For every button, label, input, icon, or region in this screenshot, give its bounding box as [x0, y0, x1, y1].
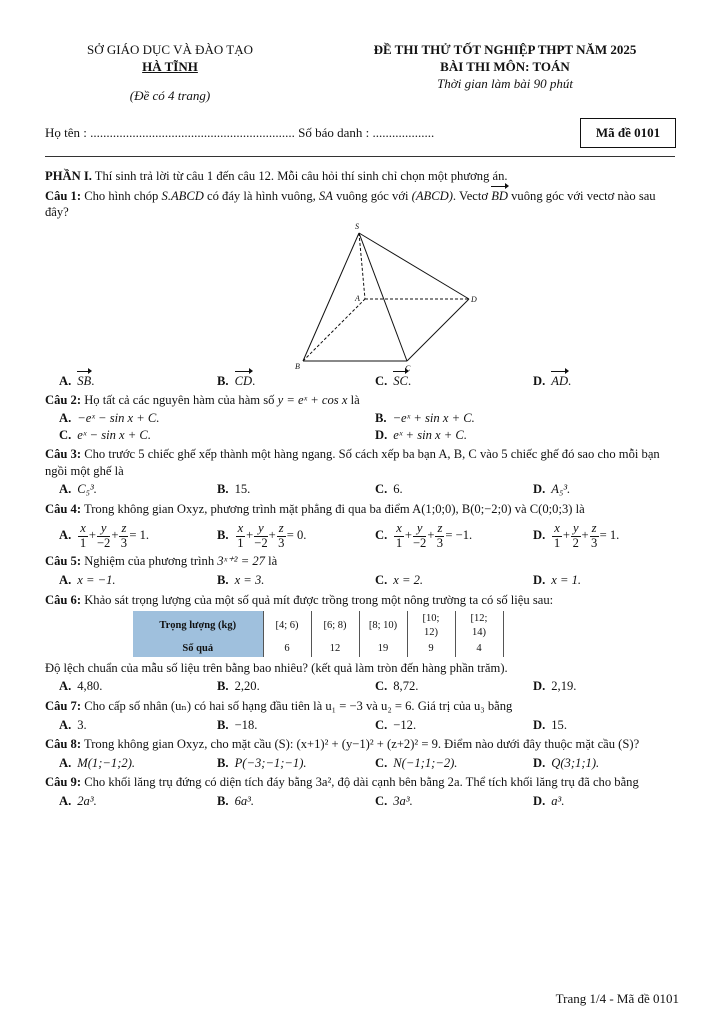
- q2-text: Họ tất cả các nguyên hàm của hàm số: [81, 393, 278, 408]
- q7-number: Câu 7:: [45, 699, 82, 714]
- table-cell: [10; 12): [407, 611, 455, 641]
- q6-number: Câu 6:: [45, 592, 82, 607]
- q3-option-d[interactable]: D. A₅³.: [533, 482, 571, 497]
- q1-plane: (ABCD): [411, 188, 453, 203]
- question-2: [45, 392, 677, 443]
- q4-option-d[interactable]: D. $\frac{x}{1}$ + $\frac{y}{2}$ + $\frac{z}{3}$ = 1.: [533, 520, 620, 550]
- question-8: [45, 736, 677, 771]
- q9-option-d[interactable]: D. a³.: [533, 794, 565, 809]
- table-cell: [6; 8): [311, 611, 359, 641]
- table-row: [133, 641, 503, 657]
- q2-option-c[interactable]: C. eˣ − sin x + C.: [59, 427, 151, 442]
- q5-equation: 3ˣ⁺² = 27: [217, 554, 265, 569]
- label-a: A: [355, 293, 360, 303]
- pyramid-diagram: [285, 221, 475, 371]
- q3-option-a[interactable]: A. C₅³.: [59, 482, 97, 497]
- part1-title: PHẦN I.: [45, 169, 92, 183]
- q6-option-d[interactable]: D. 2,19.: [533, 679, 577, 694]
- table-cell: [4; 6): [263, 611, 311, 641]
- header-divider: [45, 156, 675, 157]
- q5-option-a[interactable]: A. x = −1.: [59, 573, 116, 587]
- q5-options: [45, 572, 677, 589]
- q1-option-b[interactable]: B. CD.: [217, 373, 256, 388]
- q9-option-b[interactable]: B. 6a³.: [217, 794, 255, 809]
- id-label: Số báo danh : ...................: [298, 125, 435, 140]
- question-3: [45, 446, 677, 498]
- q1-vector-bd: BD: [491, 188, 508, 203]
- q6-question: Độ lệch chuẩn của mẫu số liệu trên bằng bao nhiêu? (kết quả làm tròn đến hàng phần trăm).: [45, 660, 508, 675]
- q1-number: Câu 1:: [45, 188, 82, 203]
- q6-option-c[interactable]: C. 8,72.: [375, 679, 419, 694]
- q2-function: y = eˣ + cos x: [277, 393, 348, 408]
- q5-number: Câu 5:: [45, 554, 82, 569]
- q1-text-b: có đáy là hình vuông,: [203, 188, 319, 203]
- question-4: [45, 501, 677, 550]
- q8-option-a[interactable]: A. M(1;−1;2).: [59, 755, 136, 770]
- edge-cd: [407, 299, 469, 361]
- table-cell: 9: [407, 641, 455, 657]
- label-b: B: [295, 361, 300, 371]
- table-cell: [12; 14): [455, 611, 503, 641]
- table-header-weight: Trọng lượng (kg): [133, 611, 263, 641]
- label-s: S: [355, 221, 359, 231]
- q1-option-d[interactable]: D. AD.: [533, 373, 572, 388]
- q4-option-b[interactable]: B. $\frac{x}{1}$ + $\frac{y}{-2}$ + $\frac{z}{3}$ = 0.: [217, 520, 307, 550]
- q5-option-d[interactable]: D. x = 1.: [533, 573, 582, 587]
- q2-option-d[interactable]: D. eˣ + sin x + C.: [375, 427, 467, 442]
- exam-subject: BÀI THI MÔN: TOÁN: [440, 58, 570, 74]
- q7-option-d[interactable]: D. 15.: [533, 717, 567, 732]
- edge-ab: [303, 299, 365, 361]
- q3-options: [45, 481, 677, 498]
- pyramid-figure: [45, 221, 677, 371]
- pages-note: (Đề có 4 trang): [129, 87, 211, 103]
- table-cell: 19: [359, 641, 407, 657]
- q1-text-c: vuông góc với: [332, 188, 412, 203]
- table-cell: [8; 10): [359, 611, 407, 641]
- q9-option-c[interactable]: C. 3a³.: [375, 794, 413, 809]
- candidate-info-row: [45, 124, 605, 141]
- table-cell: 12: [311, 641, 359, 657]
- edge-sc: [359, 233, 407, 361]
- question-9: [45, 774, 677, 809]
- table-header-count: Số quả: [133, 641, 263, 657]
- page-footer: Trang 1/4 - Mã đề 0101: [555, 991, 679, 1006]
- dept-line1: SỞ GIÁO DỤC VÀ ĐÀO TẠO: [87, 42, 253, 57]
- q3-option-c[interactable]: C. 6.: [375, 482, 403, 497]
- q7-option-c[interactable]: C. −12.: [375, 717, 417, 732]
- q8-number: Câu 8:: [45, 737, 82, 752]
- q5-text: Nghiệm của phương trình: [81, 554, 218, 569]
- q2-tail: là: [347, 393, 360, 408]
- exam-title: ĐỀ THI THỬ TỐT NGHIỆP THPT NĂM 2025: [373, 42, 637, 57]
- dept-line2: HÀ TĨNH: [142, 58, 198, 74]
- q7-option-a[interactable]: A. 3.: [59, 717, 87, 732]
- q2-options: [45, 410, 677, 443]
- q3-text: Cho trước 5 chiếc ghế xếp thành một hàng ngang. Số cách xếp ba bạn A, B, C vào 5 chiếc ghế đó sao cho mỗi bạn ngồi một ghế là: [45, 447, 660, 478]
- q6-option-b[interactable]: B. 2,20.: [217, 679, 260, 694]
- q1-option-a[interactable]: A. SB.: [59, 373, 95, 388]
- part1-instruction: [45, 168, 677, 185]
- label-d: D: [471, 294, 477, 304]
- q6-option-a[interactable]: A. 4,80.: [59, 679, 103, 694]
- q5-option-b[interactable]: B. x = 3.: [217, 573, 265, 587]
- q4-text: Trong không gian Oxyz, phương trình mặt phẳng đi qua ba điểm A(1;0;0), B(0;−2;0) và C(0;0;3) là: [81, 502, 585, 517]
- q1-pyramid: S.ABCD: [161, 188, 204, 203]
- table-row: [133, 611, 503, 641]
- q3-number: Câu 3:: [45, 447, 82, 462]
- table-cell: 6: [263, 641, 311, 657]
- edge-sb: [303, 233, 359, 361]
- name-label: Họ tên : ...............................................................: [45, 125, 295, 140]
- question-7: [45, 698, 677, 733]
- exam-duration: Thời gian làm bài 90 phút: [437, 75, 573, 91]
- q4-options: [45, 522, 677, 551]
- q2-number: Câu 2:: [45, 393, 82, 408]
- q9-text: Cho khối lăng trụ đứng có diện tích đáy bằng 3a², độ dài cạnh bên bằng 2a. Thể tích khối lăng trụ đã cho bằng: [81, 775, 639, 790]
- q9-options: [45, 793, 677, 810]
- q1-sa: SA: [318, 188, 333, 203]
- q1-text: Cho hình chóp: [81, 188, 162, 203]
- question-6: [45, 592, 677, 695]
- part1-text: Thí sinh trả lời từ câu 1 đến câu 12. Mỗi câu hỏi thí sinh chỉ chọn một phương án.: [91, 169, 508, 183]
- q2-option-b[interactable]: B. −eˣ + sin x + C.: [375, 411, 475, 426]
- question-5: [45, 553, 677, 588]
- edge-sd: [359, 233, 469, 299]
- weight-table: [133, 611, 504, 657]
- q4-number: Câu 4:: [45, 502, 82, 517]
- q5-tail: là: [264, 554, 278, 569]
- table-cell: 4: [455, 641, 503, 657]
- question-1: [45, 188, 677, 390]
- q7-options: [45, 717, 677, 734]
- q1-options: [45, 373, 677, 390]
- edge-sa: [359, 233, 365, 299]
- q4-option-a[interactable]: A. $\frac{x}{1}$ + $\frac{y}{-2}$ + $\frac{z}{3}$ = 1.: [59, 520, 150, 550]
- exam-code-box: Mã đề 0101: [580, 118, 676, 148]
- q9-option-a[interactable]: A. 2a³.: [59, 794, 97, 809]
- q8-option-d[interactable]: D. Q(3;1;1).: [533, 755, 600, 770]
- q2-option-a[interactable]: A. −eˣ − sin x + C.: [59, 411, 160, 426]
- q1-text-d: . Vectơ: [452, 188, 492, 203]
- q7-option-b[interactable]: B. −18.: [217, 717, 258, 732]
- questions-body: [45, 168, 677, 810]
- q4-option-c[interactable]: C. $\frac{x}{1}$ + $\frac{y}{-2}$ + $\frac{z}{3}$ = −1.: [375, 520, 473, 550]
- q7-text: Cho cấp số nhân (uₙ) có hai số hạng đầu tiên là u₁ = −3 và u₂ = 6. Giá trị của u₃ bằng: [81, 699, 513, 714]
- q1-text-e: vuông góc với vectơ nào sau đây?: [45, 188, 656, 220]
- q5-option-c[interactable]: C. x = 2.: [375, 573, 424, 587]
- q1-option-c[interactable]: C. SC.: [375, 373, 412, 388]
- q8-text: Trong không gian Oxyz, cho mặt cầu (S): (x+1)² + (y−1)² + (z+2)² = 9. Điểm nào dưới đây thuộc mặt cầu (S)?: [81, 737, 640, 752]
- q6-options: [45, 678, 677, 695]
- q9-number: Câu 9:: [45, 775, 82, 790]
- q6-text: Khảo sát trọng lượng của một số quả mít được trồng trong một nông trường ta có số liệu sau:: [81, 592, 554, 607]
- header-right: [320, 42, 690, 93]
- label-c: C: [405, 363, 411, 373]
- q3-option-b[interactable]: B. 15.: [217, 482, 251, 497]
- q8-option-c[interactable]: C. N(−1;1;−2).: [375, 755, 458, 770]
- q8-options: [45, 755, 677, 772]
- q8-option-b[interactable]: B. P(−3;−1;−1).: [217, 755, 307, 770]
- header-left: [40, 42, 300, 105]
